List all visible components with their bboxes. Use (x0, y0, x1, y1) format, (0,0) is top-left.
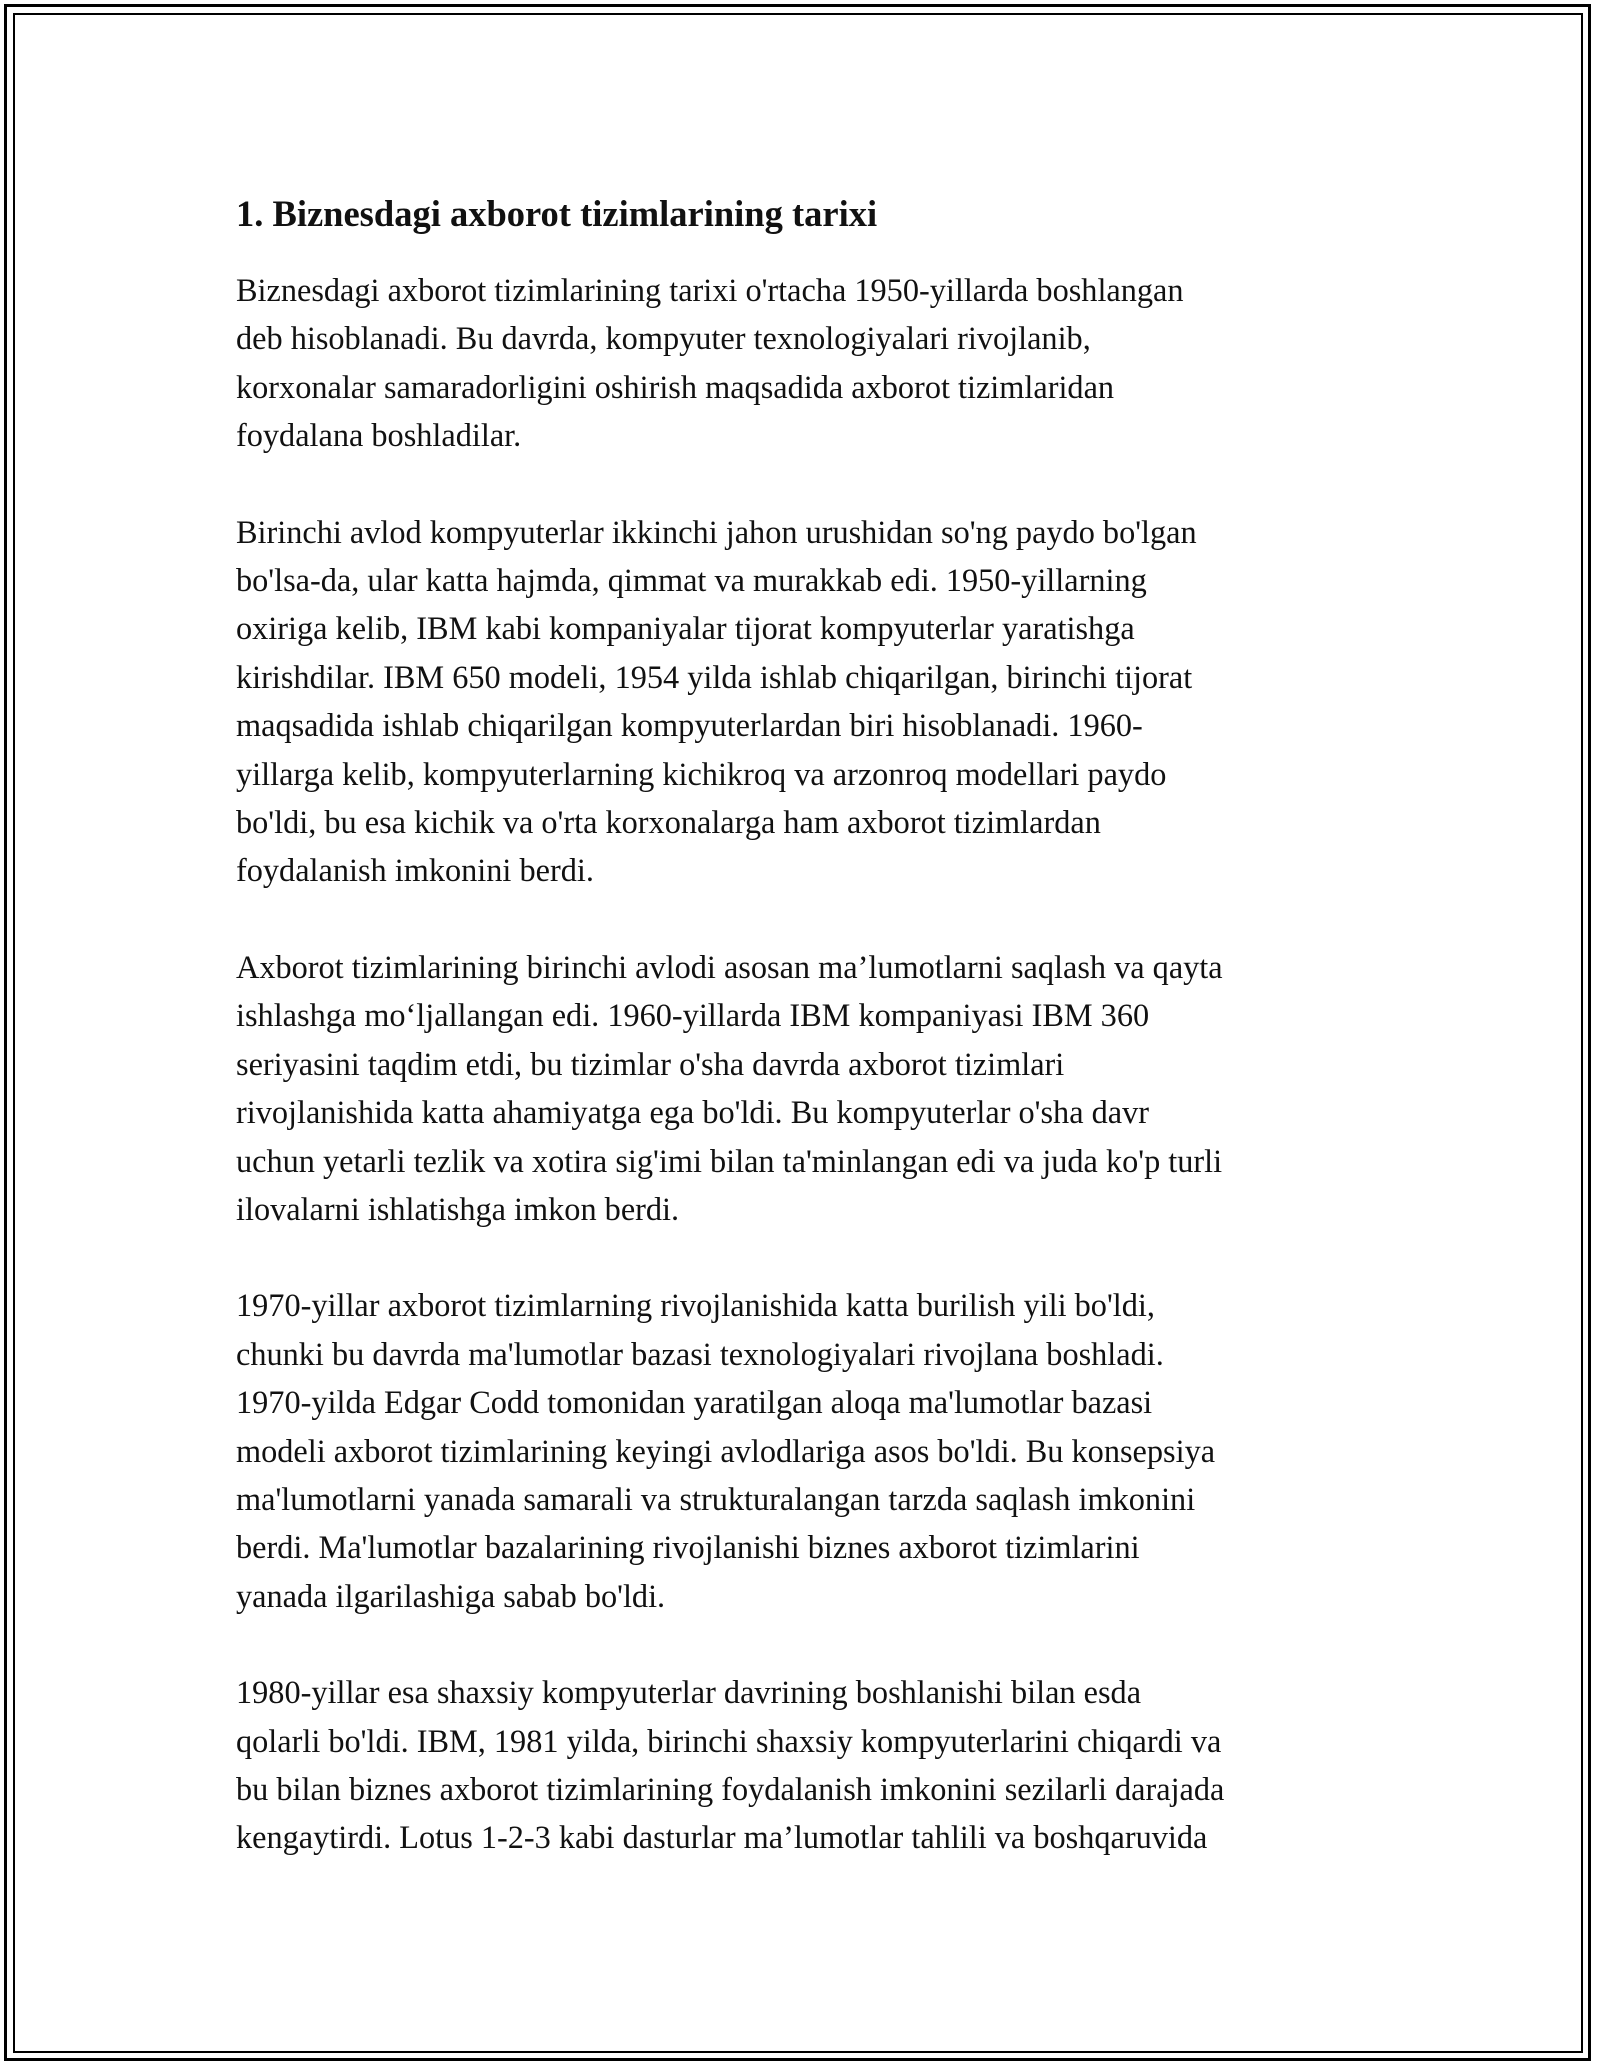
text-line: Axborot tizimlarining birinchi avlodi asosan ma’lumotlarni saqlash va qayta (236, 948, 1223, 985)
text-line: rivojlanishida katta ahamiyatga ega bo'ldi. Bu kompyuterlar o'sha davr (236, 1094, 1150, 1131)
text-line: bu bilan biznes axborot tizimlarining foydalanish imkonini sezilarli darajada (236, 1770, 1225, 1807)
text-line: 1970-yilda Edgar Codd tomonidan yaratilgan aloqa ma'lumotlar bazasi (236, 1384, 1153, 1421)
paragraph-3 (236, 943, 1366, 1233)
text-line: foydalanish imkonini berdi. (236, 852, 594, 889)
text-line: bo'ldi, bu esa kichik va o'rta korxonalarga ham axborot tizimlardan (236, 804, 1101, 841)
paragraph-1 (236, 266, 1366, 460)
text-line: 1980-yillar esa shaxsiy kompyuterlar davrining boshlanishi bilan esda (236, 1674, 1142, 1711)
text-line: maqsadida ishlab chiqarilgan kompyuterlardan biri hisoblanadi. 1960- (236, 707, 1143, 744)
paragraph-2 (236, 508, 1366, 895)
text-line: korxonalar samaradorligini oshirish maqsadida axborot tizimlaridan (236, 368, 1115, 405)
text-line: ishlashga mo‘ljallangan edi. 1960-yillarda IBM kompaniyasi IBM 360 (236, 997, 1150, 1034)
text-line: chunki bu davrda ma'lumotlar bazasi texnologiyalari rivojlana boshladi. (236, 1335, 1164, 1372)
text-line: yanada ilgarilashiga sabab bo'ldi. (236, 1577, 666, 1614)
text-line: bo'lsa-da, ular katta hajmda, qimmat va murakkab edi. 1950-yillarning (236, 562, 1147, 599)
text-line: modeli axborot tizimlarining keyingi avlodlariga asos bo'ldi. Bu konsepsiya (236, 1432, 1216, 1469)
paragraph-4 (236, 1281, 1366, 1620)
text-line: qolarli bo'ldi. IBM, 1981 yilda, birinchi shaxsiy kompyuterlarini chiqardi va (236, 1722, 1222, 1759)
paragraph-5 (236, 1668, 1366, 1862)
text-line: deb hisoblanadi. Bu davrda, kompyuter texnologiyalari rivojlanib, (236, 320, 1091, 357)
text-line: foydalana boshladilar. (236, 417, 522, 454)
text-line: kirishdilar. IBM 650 modeli, 1954 yilda ishlab chiqarilgan, birinchi tijorat (236, 658, 1193, 695)
text-line: ilovalarni ishlatishga imkon berdi. (236, 1190, 680, 1227)
text-line: Biznesdagi axborot tizimlarining tarixi o'rtacha 1950-yillarda boshlangan (236, 272, 1184, 308)
document-body (236, 188, 1366, 1910)
text-line: Birinchi avlod kompyuterlar ikkinchi jahon urushidan so'ng paydo bo'lgan (236, 513, 1197, 550)
text-line: ma'lumotlarni yanada samarali va strukturalangan tarzda saqlash imkonini (236, 1480, 1196, 1517)
text-line: seriyasini taqdim etdi, bu tizimlar o'sha davrda axborot tizimlari (236, 1045, 1065, 1082)
text-line: kengaytirdi. Lotus 1-2-3 kabi dasturlar ma’lumotlar tahlili va boshqaruvida (236, 1819, 1208, 1856)
text-line: yillarga kelib, kompyuterlarning kichikroq va arzonroq modellari paydo (236, 755, 1167, 792)
text-line: uchun yetarli tezlik va xotira sig'imi bilan ta'minlangan edi va juda ko'p turli (236, 1142, 1223, 1179)
text-line: berdi. Ma'lumotlar bazalarining rivojlanishi biznes axborot tizimlarini (236, 1529, 1140, 1566)
text-line: 1970-yillar axborot tizimlarning rivojlanishida katta burilish yili bo'ldi, (236, 1287, 1155, 1324)
text-line: oxiriga kelib, IBM kabi kompaniyalar tijorat kompyuterlar yaratishga (236, 610, 1135, 647)
section-heading: 1. Biznesdagi axborot tizimlarining tarixi (236, 193, 878, 234)
